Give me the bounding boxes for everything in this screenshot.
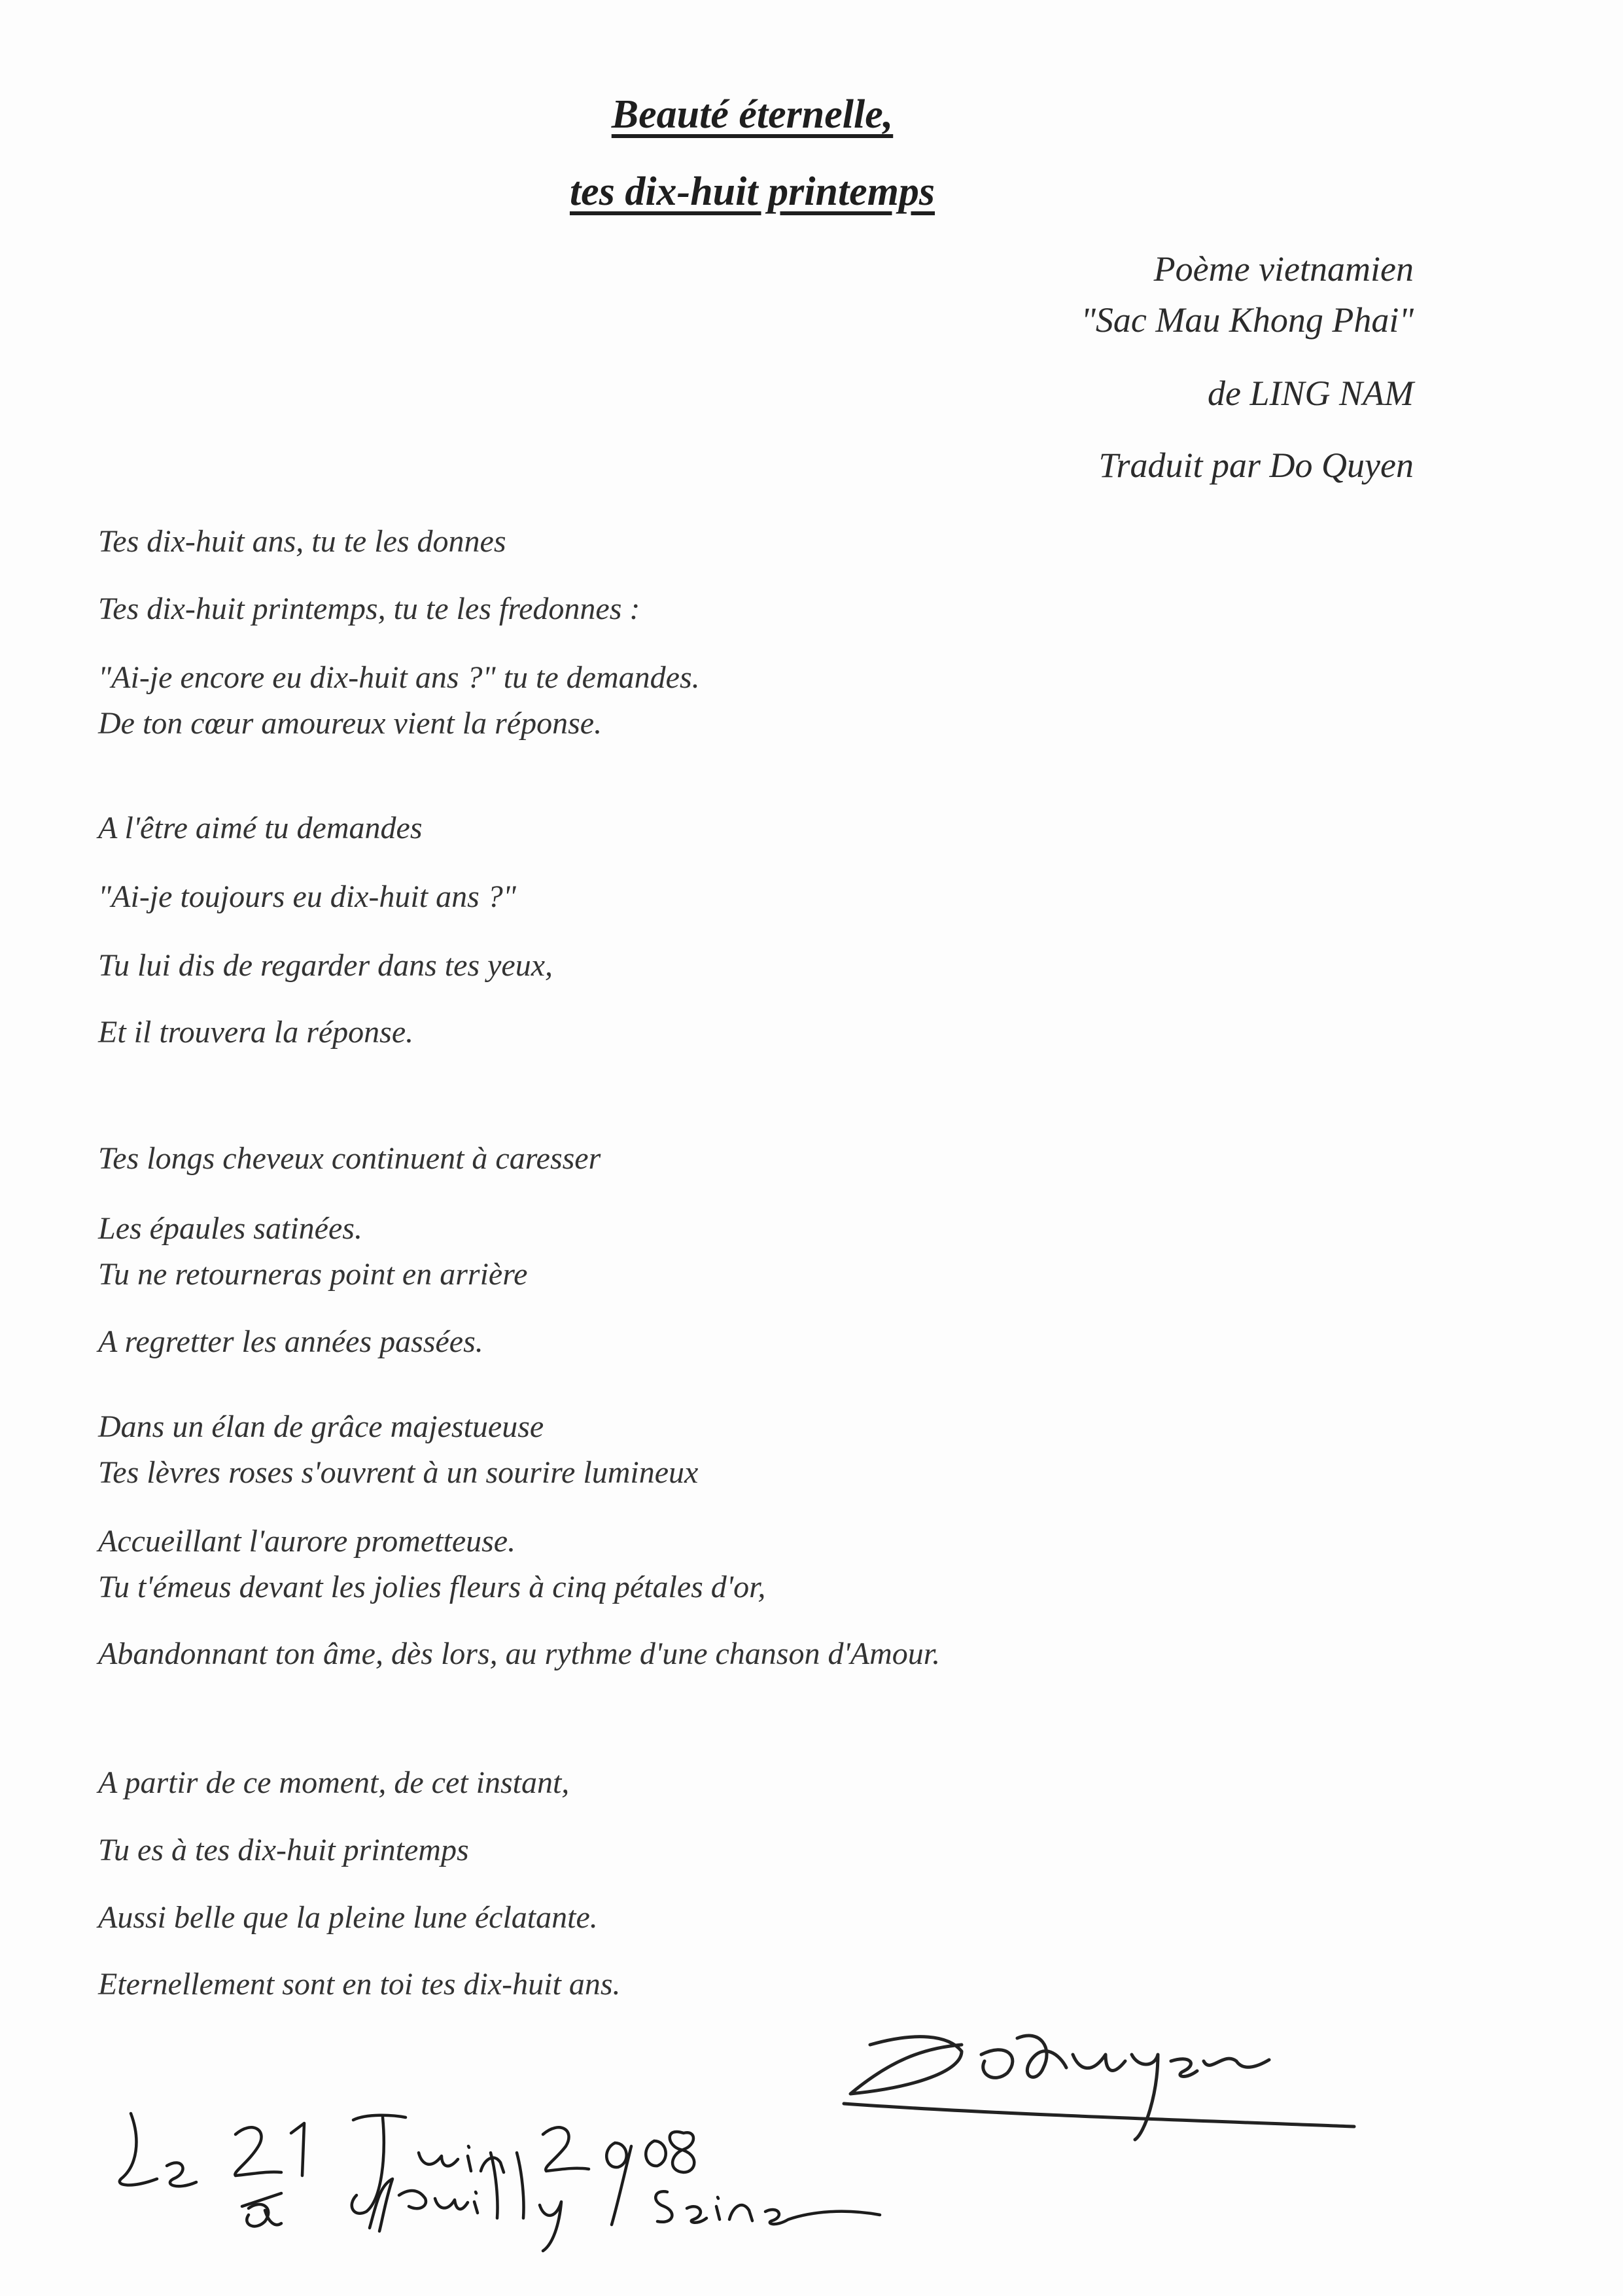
poem-line: Tu t'émeus devant les jolies fleurs à cinq pétales d'or, xyxy=(98,1570,766,1604)
poem-line: De ton cœur amoureux vient la réponse. xyxy=(98,706,602,741)
poem-line: Tes lèvres roses s'ouvrent à un sourire lumineux xyxy=(98,1455,699,1490)
poem-line: Tes dix-huit ans, tu te les donnes xyxy=(98,524,506,559)
poem-line: Les épaules satinées. xyxy=(98,1211,362,1246)
poem-line: Tes dix-huit printemps, tu te les fredonnes : xyxy=(98,592,640,626)
poem-line: Abandonnant ton âme, dès lors, au rythme d'une chanson d'Amour. xyxy=(98,1636,941,1671)
poem-line: Tu es à tes dix-huit printemps xyxy=(98,1833,469,1867)
poem-line: Et il trouvera la réponse. xyxy=(98,1015,414,1050)
poem-line: A regretter les années passées. xyxy=(98,1324,483,1359)
poem-line: A partir de ce moment, de cet instant, xyxy=(98,1765,570,1800)
byline-origin: Poème vietnamien xyxy=(1153,249,1414,289)
handwritten-date-note xyxy=(120,2113,880,2251)
byline-translator: Traduit par Do Quyen xyxy=(1098,446,1414,485)
poem-line: Tes longs cheveux continuent à caresser xyxy=(98,1141,601,1176)
byline-original-title: "Sac Mau Khong Phai" xyxy=(1081,300,1414,340)
handwritten-signature xyxy=(844,2036,1354,2140)
poem-line: Aussi belle que la pleine lune éclatante. xyxy=(98,1900,598,1935)
poem-line: "Ai-je encore eu dix-huit ans ?" tu te demandes. xyxy=(98,660,700,695)
poem-line: Eternellement sont en toi tes dix-huit ans. xyxy=(98,1967,621,2002)
byline-author: de LING NAM xyxy=(1208,374,1414,413)
poem-line: Tu lui dis de regarder dans tes yeux, xyxy=(98,948,553,983)
poem-title-line-1: Beauté éternelle, xyxy=(611,92,894,137)
poem-line: Dans un élan de grâce majestueuse xyxy=(98,1409,544,1444)
poem-line: Accueillant l'aurore prometteuse. xyxy=(98,1524,516,1559)
poem-line: Tu ne retourneras point en arrière xyxy=(98,1257,528,1292)
poem-line: "Ai-je toujours eu dix-huit ans ?" xyxy=(98,879,516,914)
poem-title-line-2: tes dix-huit printemps xyxy=(569,169,935,214)
poem-line: A l'être aimé tu demandes xyxy=(98,811,423,845)
